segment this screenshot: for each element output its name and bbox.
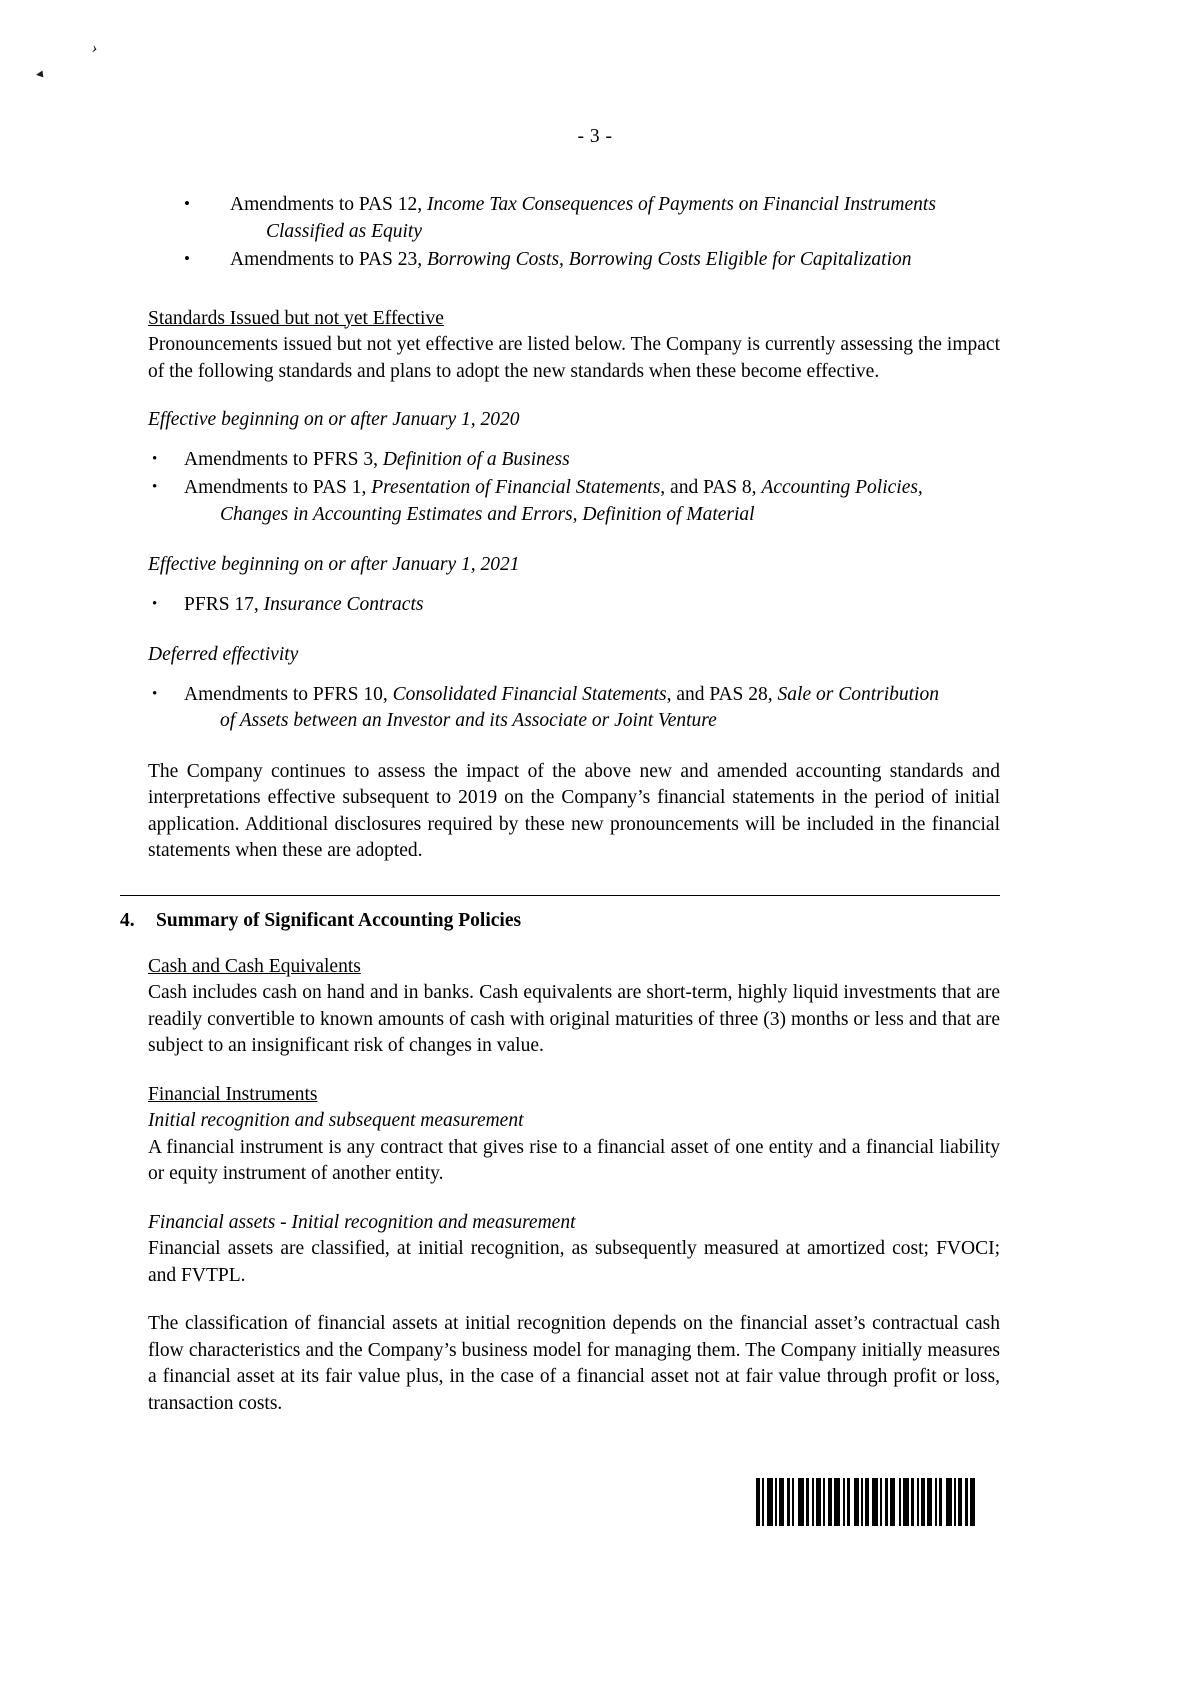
list-item [148, 247, 1000, 274]
item-italic-2: Accounting Policies, [761, 477, 923, 498]
bullet-text-lead: Amendments to PAS 23, [230, 249, 428, 270]
page-number: - 3 - [577, 126, 613, 147]
barcode [756, 1478, 1000, 1526]
bullet-icon: • [152, 479, 158, 495]
item-italic: Consolidated Financial Statements [392, 683, 667, 705]
list-item [148, 447, 1000, 474]
financial-assets-subheading: Financial assets - Initial recognition and measurement [148, 1211, 576, 1233]
classification-paragraph: The classification of financial assets at initial recognition depends on the financial asset’s contractual cash flow characteristics and the Company’s business model for managing them. The Company initially measures a financial asset at its fair value plus, in the case of a financial asset not at fair value through profit or loss, transaction costs. [148, 1313, 1000, 1414]
bullet-icon: • [152, 685, 158, 702]
financial-instruments-paragraph: A financial instrument is any contract that gives rise to a financial asset of one entity and a financial liability or equity instrument of another entity. [148, 1136, 1000, 1184]
cash-heading: Cash and Cash Equivalents [148, 955, 361, 977]
section-divider [120, 895, 1000, 896]
item-italic-2: Sale or Contribution [777, 683, 939, 705]
scan-artifact-left: ◂ [34, 66, 45, 83]
list-item [148, 682, 1000, 735]
closing-paragraph: The Company continues to assess the impact of the above new and amended accounting standards and interpretations effective subsequent to 2019 on the Company’s financial statements in the period of initial application. Additional disclosures required by these new pronouncements will be included in the financial statements when these are adopted. [148, 760, 1000, 861]
item-mid: , and PAS 8, [660, 477, 762, 498]
effective-2020-list [148, 447, 1000, 529]
list-item [148, 592, 1000, 619]
item-continuation: of Assets between an Investor and its Associate or Joint Venture [220, 710, 717, 731]
effective-2020-heading: Effective beginning on or after January 1, 2020 [148, 409, 520, 430]
item-lead: Amendments to PFRS 3, [184, 448, 383, 470]
item-mid: , and PAS 28, [666, 683, 778, 705]
bullet-text-continuation: Classified as Equity [266, 220, 422, 242]
effective-2021-list [148, 592, 1000, 619]
list-item [148, 192, 1000, 245]
item-lead: Amendments to PFRS 10, [184, 683, 393, 705]
bullet-icon: • [184, 194, 190, 213]
item-lead: PFRS 17, [184, 593, 264, 615]
deferred-effectivity-list [148, 682, 1000, 735]
financial-assets-paragraph: Financial assets are classified, at initial recognition, as subsequently measured at amortized cost; FVOCI; and FVTPL. [148, 1238, 1000, 1286]
bullet-icon: • [152, 595, 158, 612]
item-lead: Amendments to PAS 1, [184, 477, 372, 498]
standards-heading: Standards Issued but not yet Effective [148, 307, 444, 329]
page-content [120, 192, 1000, 1417]
effective-2021-heading: Effective beginning on or after January 1, 2021 [148, 554, 520, 575]
standards-paragraph: Pronouncements issued but not yet effective are listed below. The Company is currently assessing the impact of the following standards and plans to adopt the new standards when these become effective. [148, 334, 1000, 382]
bullet-icon: • [152, 450, 158, 467]
section-number: 4. [120, 909, 135, 931]
cash-paragraph: Cash includes cash on hand and in banks. Cash equivalents are short-term, highly liquid investments that are readily convertible to known amounts of cash with original maturities of three (3) months or less and that are subject to an insignificant risk of changes in value. [148, 982, 1000, 1056]
bullet-text-italic: Income Tax Consequences of Payments on Financial Instruments [427, 194, 936, 215]
bullet-icon: • [184, 249, 190, 268]
item-italic: Presentation of Financial Statements [371, 477, 661, 498]
financial-instruments-subheading: Initial recognition and subsequent measurement [148, 1110, 524, 1131]
bullet-text-lead: Amendments to PAS 12, [230, 194, 428, 215]
bullet-text-italic: Borrowing Costs, Borrowing Costs Eligible for Capitalization [427, 249, 912, 270]
scan-artifact-top: › [90, 37, 100, 58]
item-italic: Insurance Contracts [263, 593, 424, 615]
item-continuation: Changes in Accounting Estimates and Errors, Definition of Material [220, 503, 755, 525]
financial-instruments-heading: Financial Instruments [148, 1083, 318, 1105]
item-italic: Definition of a Business [382, 448, 570, 470]
deferred-effectivity-heading: Deferred effectivity [148, 644, 299, 665]
section-heading [120, 910, 1000, 932]
top-bullet-list [148, 192, 1000, 274]
section-title: Summary of Significant Accounting Policies [156, 909, 522, 931]
list-item [148, 475, 1000, 528]
